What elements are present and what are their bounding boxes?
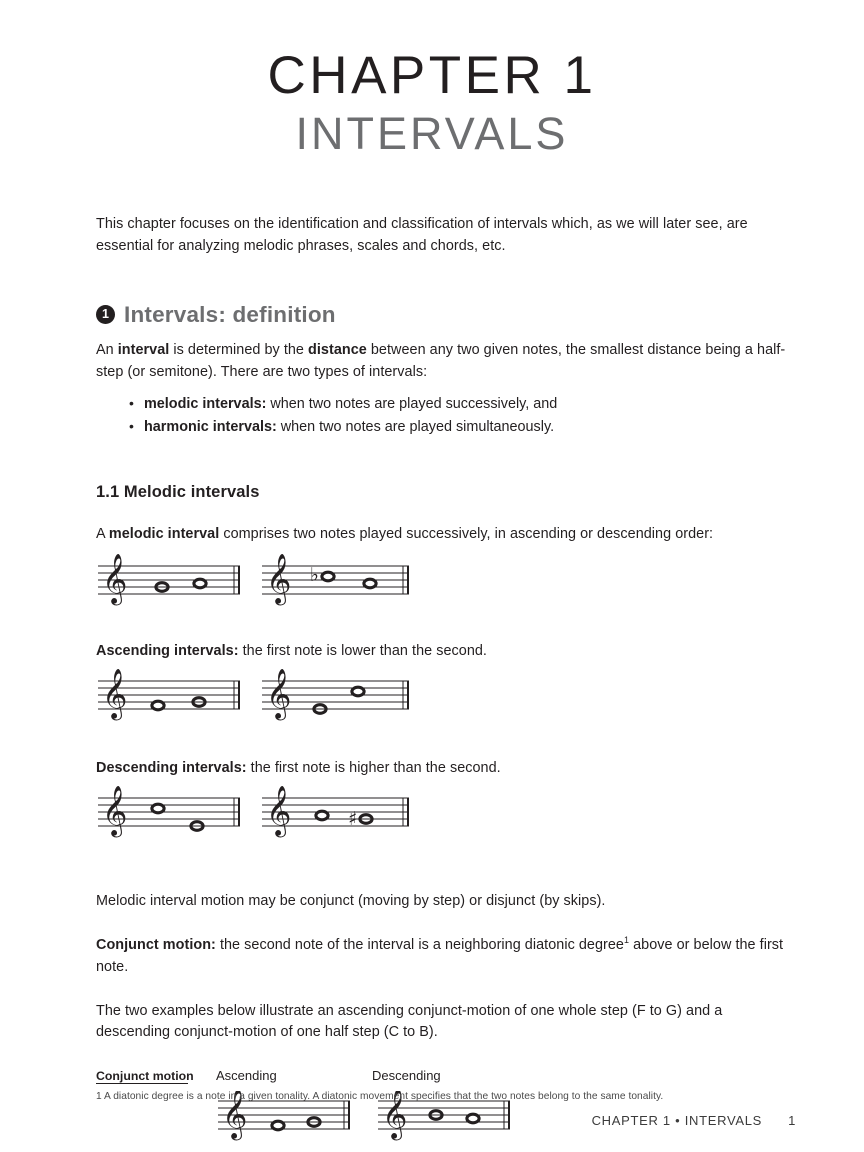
staff-svg — [260, 669, 415, 721]
ascending-intervals-paragraph — [96, 641, 796, 663]
music-stave-descending-example-1 — [96, 786, 246, 843]
music-stave-ascending-example-1 — [96, 669, 246, 726]
page-title-block — [0, 48, 864, 159]
section-number-badge: 1 — [96, 305, 115, 324]
examples-paragraph: The two examples below illustrate an ascending conjunct-motion of one whole step (F to G) and a descending conjunct-motion of one half step (C to B). — [96, 1002, 723, 1041]
footer-page-number: 1 — [788, 1113, 796, 1128]
lead-bold-melodic-interval: melodic interval — [108, 526, 220, 543]
ascending-intervals-label: Ascending intervals: — [96, 643, 239, 660]
lead-text-2: comprises two notes played successively, in ascending or descending order: — [219, 526, 714, 543]
ascending-intervals-text: the first note is lower than the second. — [238, 643, 487, 660]
page-footer — [96, 1113, 796, 1128]
svg-text:𝄞: 𝄞 — [102, 785, 128, 836]
lead-text-1: A — [96, 526, 109, 543]
svg-text:𝄞: 𝄞 — [222, 1091, 248, 1140]
definition-text-3: between any two given notes, the smallest distance being a half-step (or semitone). There are two types of intervals: — [96, 341, 786, 380]
bullet-label-harmonic: harmonic intervals: — [144, 418, 277, 435]
music-stave-melodic-example-1 — [96, 554, 246, 611]
footnote-divider — [96, 1083, 188, 1084]
staff-svg — [96, 554, 246, 606]
footnote-text: 1 A diatonic degree is a note in a given tonality. A diatonic movement specifies that the two notes belong to the same tonality. — [96, 1091, 664, 1102]
staff-svg — [96, 669, 246, 721]
conjunct-motion-text-after: above or below the first note. — [96, 936, 784, 975]
list-item — [144, 393, 796, 416]
definition-bold-distance: distance — [308, 341, 367, 358]
document-body — [96, 214, 796, 1146]
svg-text:𝄞: 𝄞 — [102, 669, 128, 719]
chapter-title: CHAPTER 1 — [267, 46, 597, 105]
music-stave-ascending-example-2 — [260, 669, 415, 726]
flat-icon: ♭ — [310, 564, 319, 587]
chapter-subtitle: INTERVALS — [295, 107, 569, 159]
conjunct-motion-label: Conjunct motion: — [96, 936, 216, 953]
footer-running-head: CHAPTER 1 • INTERVALS — [591, 1113, 763, 1128]
svg-text:𝄞: 𝄞 — [266, 554, 292, 605]
definition-text-1: An — [96, 341, 118, 358]
footnote-marker: 1 — [623, 934, 630, 945]
svg-text:𝄞: 𝄞 — [382, 1091, 408, 1140]
stave-row-descending-examples — [96, 786, 796, 843]
descending-intervals-text: the first note is higher than the second. — [246, 760, 501, 776]
descending-intervals-label: Descending intervals: — [96, 760, 247, 776]
svg-text:𝄞: 𝄞 — [266, 785, 292, 836]
sharp-icon: ♯ — [348, 807, 358, 830]
svg-text:𝄞: 𝄞 — [102, 554, 128, 605]
descending-intervals-paragraph — [96, 758, 796, 780]
interval-types-list — [96, 393, 796, 440]
conjunct-motion-caption-row — [96, 1068, 796, 1083]
melodic-interval-lead — [96, 524, 796, 546]
stave-row-melodic-examples — [96, 554, 796, 611]
section-heading-label: Intervals: definition — [124, 301, 336, 327]
conjunct-motion-paragraph — [96, 935, 796, 979]
svg-text:𝄞: 𝄞 — [266, 669, 292, 719]
definition-text-2: is determined by the — [169, 341, 309, 358]
conjunct-motion-row-label: Conjunct motion — [96, 1069, 194, 1084]
definition-paragraph — [96, 340, 796, 384]
bullet-text-melodic: when two notes are played successively, and — [266, 395, 558, 412]
bullet-label-melodic: melodic intervals: — [144, 395, 267, 412]
music-stave-melodic-example-2 — [260, 554, 415, 611]
staff-svg — [260, 554, 415, 606]
staff-svg — [96, 786, 246, 838]
caption-ascending: Ascending — [216, 1068, 277, 1084]
bullet-text-harmonic: when two notes are played simultaneously. — [276, 418, 555, 435]
intro-paragraph: This chapter focuses on the identification and classification of intervals which, as we will later see, are essential for analyzing melodic phrases, scales and chords, etc. — [96, 216, 748, 254]
conjunct-motion-text: the second note of the interval is a neighboring diatonic degree — [215, 936, 624, 953]
definition-bold-interval: interval — [117, 341, 170, 358]
music-stave-descending-example-2 — [260, 786, 415, 843]
stave-row-ascending-examples — [96, 669, 796, 726]
staff-svg — [260, 786, 415, 838]
caption-descending: Descending — [372, 1068, 441, 1084]
subsection-heading-melodic-intervals: 1.1 Melodic intervals — [96, 483, 260, 502]
list-item — [144, 416, 796, 439]
section-heading-intervals-definition — [96, 302, 796, 328]
motion-intro-paragraph: Melodic interval motion may be conjunct (moving by step) or disjunct (by skips). — [96, 892, 606, 909]
